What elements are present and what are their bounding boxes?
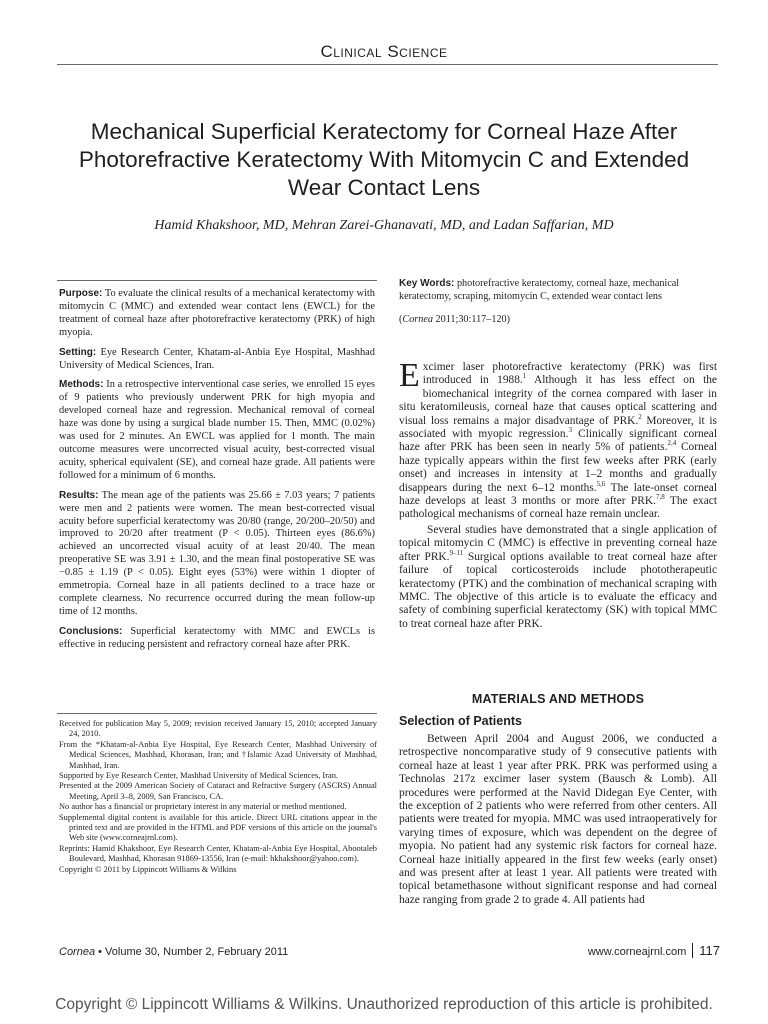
intro-text: Clinically significant corneal haze after PRK has been seen in nearly 5% of patients. [399, 428, 717, 454]
copyright-banner: Copyright © Lippincott Williams & Wilkins. Unauthorized reproduction of this article is prohibited. [55, 996, 713, 1013]
footnotes [59, 719, 377, 875]
selection-of-patients-heading: Selection of Patients [399, 714, 522, 728]
footer-url[interactable]: www.corneajrnl.com [587, 946, 687, 958]
section-heading: Clinical Science [320, 42, 448, 61]
abstract-purpose [59, 288, 375, 340]
abstract-setting [59, 347, 375, 373]
abstract-results [59, 490, 375, 619]
footnote-affiliation: From the *Khatam-al-Anbia Eye Hospital, Eye Research Center, Mashhad University of Medical Sciences, Mashhad, Khorasan, Iran; and †Islamic Azad University of Mashhad, Mashhad, Iran. [59, 739, 377, 770]
purpose-label: Purpose: [59, 288, 103, 299]
footnote-support: Supported by Eye Research Center, Mashhad University of Medical Sciences, Iran. [59, 771, 338, 781]
abstract [59, 288, 375, 659]
footer-journal: Cornea [59, 946, 96, 958]
citation-journal: Cornea [402, 314, 433, 325]
keywords-text: photorefractive keratectomy, corneal haze, mechanical keratectomy, scraping, mitomycin C, extended wear contact lens [399, 278, 680, 302]
footnote-disclosure: No author has a financial or proprietary interest in any material or method mentioned. [59, 802, 347, 812]
keywords [399, 277, 717, 303]
footnote-received: Received for publication May 5, 2009; revision received January 15, 2010; accepted January 24, 2010. [59, 719, 377, 739]
footer-journal-info [59, 946, 288, 958]
setting-label: Setting: [59, 346, 97, 358]
intro-text: Although it has less effect on the biomechanical integrity of the cornea compared with laser in situ keratomileusis, corneal haze that causes optical scattering and visual loss remains a major disadvantage of PRK. [399, 374, 717, 427]
keywords-label: Key Words: [399, 278, 455, 289]
footer-page-info [588, 943, 720, 958]
results-text: The mean age of the patients was 25.66 ± 7.03 years; 7 patients were men and 2 patients were women. The mean best-corrected visual acuity before superficial keratectomy was 20/80 (range, 20/200–20/50) and improved to 20/20 after treatment (P < 0.05). Thirteen eyes (86.6%) achieved an uncorrected visual acuity of at least 20/40. The mean preoperative SE was 3.91 ± 1.30, and the mean final postoperative SE was −0.85 ± 1.19 (P < 0.05). Eight eyes (53%) were within 1 diopter of emmetropia. Corneal haze in all patients declined to a trace haze or complete clearness. No recurrence occurred during the mean follow-up time of 12 months. [59, 489, 375, 617]
footnote-rule [57, 713, 377, 714]
footnote-copyright: Copyright © 2011 by Lippincott Williams & Wilkins [59, 864, 237, 874]
intro-text: xcimer laser photorefractive keratectomy (PRK) was first introduced in 1988. [422, 361, 717, 387]
materials-methods-heading: MATERIALS AND METHODS [471, 692, 645, 706]
abstract-methods [59, 379, 375, 482]
header-rule [57, 64, 718, 65]
introduction [399, 357, 717, 631]
abstract-conclusions [59, 626, 375, 652]
methods-label: Methods: [59, 379, 104, 391]
intro-paragraph-1 [399, 357, 717, 522]
article-title: Mechanical Superficial Keratectomy for Corneal Haze After Photorefractive Keratectomy With Mitomycin C and Extended Wear Contact Lens [78, 119, 690, 200]
setting-text: Eye Research Center, Khatam-al-Anbia Eye Hospital, Mashhad University of Medical Sciences, Iran. [59, 346, 375, 371]
intro-text: The exact pathological mechanisms of corneal haze remain unclear. [399, 495, 717, 521]
page-number: 117 [692, 943, 720, 958]
article-authors: Hamid Khakshoor, MD, Mehran Zarei-Ghanavati, MD, and Ladan Saffarian, MD [154, 218, 614, 233]
citation-ref: 5,6 [596, 479, 606, 488]
intro-text: Several studies have demonstrated that a single application of topical mitomycin C (MMC) is effective in preventing corneal haze after PRK. [399, 523, 717, 563]
abstract-top-rule [57, 280, 377, 281]
citation-ref: 7,8 [655, 493, 665, 502]
intro-text: Surgical options available to treat corneal haze after failure of topical corticosteroids include phototherapeutic keratectomy (PTK) and the combination of mechanical scraping with MMC. The objective of this article is to evaluate the efficacy and safety of combining superficial keratectomy (SK) with topical MMC to treat corneal haze after PRK. [399, 550, 717, 630]
citation-ref: 2,4 [667, 439, 677, 448]
footnote-presented: Presented at the 2009 American Society of Cataract and Refractive Surgery (ASCRS) Annual Meeting, April 3–8, 2009, San Francisco, CA. [59, 781, 377, 801]
citation-ref: 9–11 [449, 548, 464, 557]
intro-text: Moreover, it is associated with myopic regression. [399, 414, 717, 441]
methods-text: In a retrospective interventional case series, we enrolled 15 eyes of 9 patients who previously underwent PRK for high myopia and developed corneal haze and regression. Mechanical removal of corneal haze was done by using a surgical blade number 15. Then, MMC (0.02%) was used for 2 minutes. An EWCL was applied for 1 month. The main outcome measures were uncorrected visual acuity, best-corrected visual acuity, spherical equivalent (SE), and corneal haze grade. All patients were followed for a minimum of 6 months. [59, 379, 375, 481]
citation-ref: 1 [522, 372, 527, 381]
citation-ref: 3 [568, 426, 572, 435]
citation-ref: 2 [638, 412, 642, 421]
intro-paragraph-2 [399, 524, 717, 631]
intro-text: Corneal haze typically appears within the first few weeks after PRK (early onset) and increases in intensity at 1–2 months and gradually disappears during the next 6–12 months. [399, 441, 717, 494]
conclusions-text: Superficial keratectomy with MMC and EWCLs is effective in reducing persistent and refractory corneal haze after PRK. [59, 625, 375, 650]
intro-text: The late-onset corneal haze develops at least 3 months or more after PRK. [399, 481, 717, 508]
conclusions-label: Conclusions: [59, 625, 123, 637]
purpose-text: To evaluate the clinical results of a mechanical keratectomy with mitomycin C (MMC) and extended wear contact lens (EWCL) for the treatment of corneal haze after photorefractive keratectomy (PRK) of high myopia. [59, 288, 375, 338]
drop-cap: E [399, 357, 420, 394]
methods-body [399, 733, 717, 907]
footnote-reprints: Reprints: Hamid Khakshoor, Eye Research Center, Khatam-al-Anbia Eye Hospital, Abootaleb Boulevard, Mashhad, Khorasan 91869-13556, Iran (e-mail: hkhakshoor@yahoo.com). [59, 843, 377, 864]
methods-paragraph-1: Between April 2004 and August 2006, we conducted a retrospective noncomparative study of 9 consecutive patients with corneal haze at least 1 year after PRK. PRK was performed using a Technolas 217z excimer laser system (Bausch & Lomb). All procedures were performed at the Navid Didegan Eye Center, with the exception of 2 patients who were referred from other centers. All patients were treated for myopia. MMC was used intraoperatively for varying times of exposure, which was dependent on the degree of myopia. No patient had any systemic risk factors for corneal haze. Corneal haze initially appeared in the first few weeks (early onset) and was present after at least 1 year. All patients were treated with topical betamethasone without significant response and had corneal haze ranging from grade 2 to grade 4. All patients had [399, 733, 717, 906]
citation: (Cornea 2011;30:117–120) [399, 314, 511, 325]
footnote-supplemental: Supplemental digital content is available for this article. Direct URL citations appear in the printed text and are provided in the HTML and PDF versions of this article on the journal's Web site (www.corneajrnl.com). [59, 812, 377, 843]
results-label: Results: [59, 489, 99, 501]
citation-details: 2011;30:117–120 [435, 314, 507, 325]
footer-issue: • Volume 30, Number 2, February 2011 [95, 946, 289, 958]
